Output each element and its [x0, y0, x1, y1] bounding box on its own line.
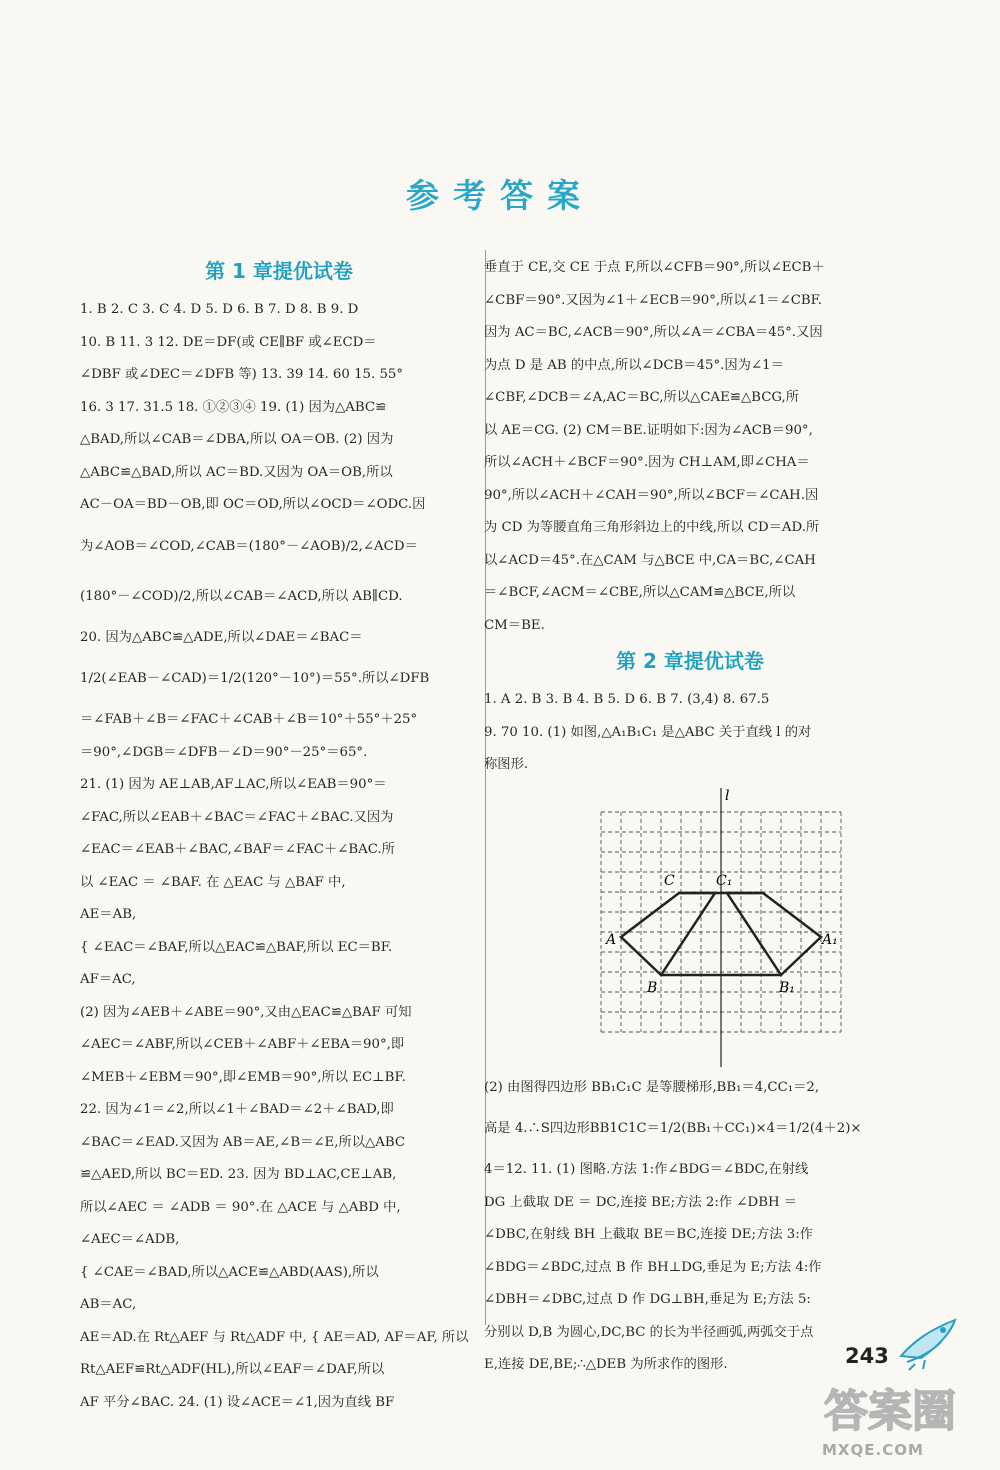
answer-line: 因为 AC＝BC,∠ACB＝90°,所以∠A＝∠CBA＝45°.又因	[484, 325, 823, 340]
answer-line: △ABC≌△BAD,所以 AC＝BD.又因为 OA＝OB,所以	[80, 464, 393, 480]
watermark-text: 答案圈	[824, 1386, 956, 1437]
label-b1: B₁	[779, 979, 795, 996]
answer-line: ∠AEC＝∠ADB,	[80, 1232, 180, 1247]
answer-line: AE＝AB,	[80, 907, 137, 922]
label-l: l	[725, 787, 730, 804]
label-b: B	[647, 979, 658, 996]
answer-line: 4＝12. 11. (1) 图略.方法 1:作∠BDG＝∠BDC,在射线	[484, 1162, 809, 1177]
answer-line: 所以∠AEC ＝ ∠ADB ＝ 90°.在 △ACE 与 △ABD 中,	[80, 1199, 401, 1215]
chapter-2-answers	[484, 684, 896, 782]
answer-line: ＝90°,∠DGB＝∠DFB－∠D＝90°－25°＝65°.	[80, 744, 368, 760]
label-a: A	[606, 931, 617, 948]
answer-line: 所以∠ACH＋∠BCF＝90°.因为 CH⊥AM,即∠CHA＝	[484, 455, 810, 470]
answer-line: ∠MEB＋∠EBM＝90°,即∠EMB＝90°,所以 EC⊥BF.	[80, 1069, 406, 1085]
answer-line: 为 CD 为等腰直角三角形斜边上的中线,所以 CD＝AD.所	[484, 520, 820, 535]
answer-line: (2) 因为∠AEB＋∠ABE＝90°,又由△EAC≌△BAF 可知	[80, 1004, 412, 1020]
answer-line: 10. B 11. 3 12. DE＝DF(或 CE∥BF 或∠ECD＝	[80, 334, 377, 350]
left-column	[80, 252, 478, 1419]
answer-line: AF＝AC,	[80, 972, 136, 987]
answer-line: ＝∠BCF,∠ACM＝∠CBE,所以△CAM≌△BCE,所以	[484, 585, 796, 600]
answer-line: 为点 D 是 AB 的中点,所以∠DCB＝45°.因为∠1＝	[484, 357, 784, 373]
answer-line: ∠CBF,∠DCB＝∠A,AC＝BC,所以△CAE≌△BCG,所	[484, 390, 800, 405]
answer-line: 1. A 2. B 3. B 4. B 5. D 6. B 7. (3,4) 8. 67.5	[484, 692, 770, 707]
answer-line: 22. 因为∠1＝∠2,所以∠1＋∠BAD＝∠2＋∠BAD,即	[80, 1102, 394, 1117]
mascot-icon	[895, 1312, 965, 1372]
answer-line: ≌△AED,所以 BC＝ED. 23. 因为 BD⊥AC,CE⊥AB,	[80, 1167, 397, 1182]
answer-line: 高是 4.∴S四边形BB1C1C＝1/2(BB₁＋CC₁)×4＝1/2(4＋2)×	[484, 1121, 862, 1136]
answer-line: AC－OA＝BD－OB,即 OC＝OD,所以∠OCD＝∠ODC.因	[80, 497, 426, 512]
answer-line: ＝∠FAB＋∠B＝∠FAC＋∠CAB＋∠B＝10°＋55°＋25°	[80, 712, 418, 727]
answer-line: 9. 70 10. (1) 如图,△A₁B₁C₁ 是△ABC 关于直线 l 的对	[484, 724, 812, 740]
label-a1: A₁	[822, 931, 838, 948]
answer-line: 垂直于 CE,交 CE 于点 F,所以∠CFB＝90°,所以∠ECB＋	[484, 260, 825, 275]
grid-diagram	[484, 782, 896, 1072]
label-c: C	[664, 872, 675, 889]
watermark-url: MXQE.COM	[822, 1441, 924, 1459]
answer-line: 1/2(∠EAB－∠CAD)＝1/2(120°－10°)＝55°.所以∠DFB	[80, 671, 430, 686]
answer-line: E,连接 DE,BE;∴△DEB 为所求作的图形.	[484, 1357, 728, 1372]
answer-line: ∠FAC,所以∠EAB＋∠BAC＝∠FAC＋∠BAC.又因为	[80, 809, 394, 825]
symmetry-figure	[484, 782, 896, 1072]
answer-line: 以∠ACD＝45°.在△CAM 与△BCE 中,CA＝BC,∠CAH	[484, 552, 816, 568]
page-number: 243	[845, 1344, 889, 1368]
answer-line: { ∠CAE＝∠BAD,所以△ACE≌△ABD(AAS),所以	[80, 1264, 379, 1280]
answer-line: ∠BDG＝∠BDC,过点 B 作 BH⊥DG,垂足为 E;方法 4:作	[484, 1259, 822, 1275]
answer-line: AE＝AD.在 Rt△AEF 与 Rt△ADF 中, { AE＝AD, AF＝AF, 所以	[80, 1329, 469, 1345]
answer-line: 21. (1) 因为 AE⊥AB,AF⊥AC,所以∠EAB＝90°＝	[80, 777, 387, 792]
answer-line: 90°,所以∠ACH＋∠CAH＝90°,所以∠BCF＝∠CAH.因	[484, 487, 819, 503]
right-column	[484, 252, 896, 1382]
answer-line: ∠BAC＝∠EAD.又因为 AB＝AE,∠B＝∠E,所以△ABC	[80, 1134, 406, 1150]
answer-line: 为∠AOB＝∠COD,∠CAB＝(180°－∠AOB)/2,∠ACD＝	[80, 538, 418, 554]
answer-line: ∠DBH＝∠DBC,过点 D 作 DG⊥BH,垂足为 E;方法 5:	[484, 1292, 811, 1307]
answer-line: CM＝BE.	[484, 617, 545, 633]
chapter-1-answers	[80, 294, 478, 1419]
answer-line: 20. 因为△ABC≌△ADE,所以∠DAE＝∠BAC＝	[80, 629, 363, 645]
page-title: 参考答案	[406, 176, 594, 215]
answer-line: 1. B 2. C 3. C 4. D 5. D 6. B 7. D 8. B 9. D	[80, 302, 359, 317]
answer-line: (2) 由图得四边形 BB₁C₁C 是等腰梯形,BB₁＝4,CC₁＝2,	[484, 1079, 820, 1095]
answer-line: △BAD,所以∠CAB＝∠DBA,所以 OA＝OB. (2) 因为	[80, 432, 394, 447]
answer-line: 称图形.	[484, 757, 529, 772]
answer-line: ∠CBF＝90°.又因为∠1＋∠ECB＝90°,所以∠1＝∠CBF.	[484, 292, 823, 308]
label-c1: C₁	[716, 872, 733, 889]
answer-line: 分别以 D,B 为圆心,DC,BC 的长为半径画弧,两弧交于点	[484, 1324, 814, 1340]
chapter-2-title: 第 2 章提优试卷	[616, 649, 764, 673]
answer-line: Rt△AEF≌Rt△ADF(HL),所以∠EAF＝∠DAF,所以	[80, 1362, 385, 1377]
answer-line: AB＝AC,	[80, 1297, 137, 1312]
answer-line: 以 ∠EAC ＝ ∠BAF. 在 △EAC 与 △BAF 中,	[80, 874, 346, 890]
answer-line: DG 上截取 DE ＝ DC,连接 BE;方法 2:作 ∠DBH ＝	[484, 1194, 798, 1210]
answer-line: (180°－∠COD)/2,所以∠CAB＝∠ACD,所以 AB∥CD.	[80, 588, 403, 604]
answer-line: AF 平分∠BAC. 24. (1) 设∠ACE＝∠1,因为直线 BF	[80, 1394, 395, 1410]
answer-line: ∠EAC＝∠EAB＋∠BAC,∠BAF＝∠FAC＋∠BAC.所	[80, 842, 395, 857]
answer-line: { ∠EAC＝∠BAF,所以△EAC≌△BAF,所以 EC＝BF.	[80, 939, 393, 955]
answer-line: 16. 3 17. 31.5 18. ①②③④ 19. (1) 因为△ABC≌	[80, 399, 387, 415]
chapter-1-answers-continued	[484, 252, 896, 642]
watermark-logo-icon	[820, 1378, 970, 1440]
answer-line: ∠AEC＝∠ABF,所以∠CEB＋∠ABF＋∠EBA＝90°,即	[80, 1037, 405, 1052]
answer-line: ∠DBC,在射线 BH 上截取 BE＝BC,连接 DE;方法 3:作	[484, 1227, 814, 1242]
chapter-2-answers-continued	[484, 1072, 896, 1382]
answer-line: ∠DBF 或∠DEC＝∠DFB 等) 13. 39 14. 60 15. 55°	[80, 367, 404, 382]
answer-line: 以 AE＝CG. (2) CM＝BE.证明如下:因为∠ACB＝90°,	[484, 422, 813, 438]
chapter-1-title: 第 1 章提优试卷	[205, 259, 353, 283]
